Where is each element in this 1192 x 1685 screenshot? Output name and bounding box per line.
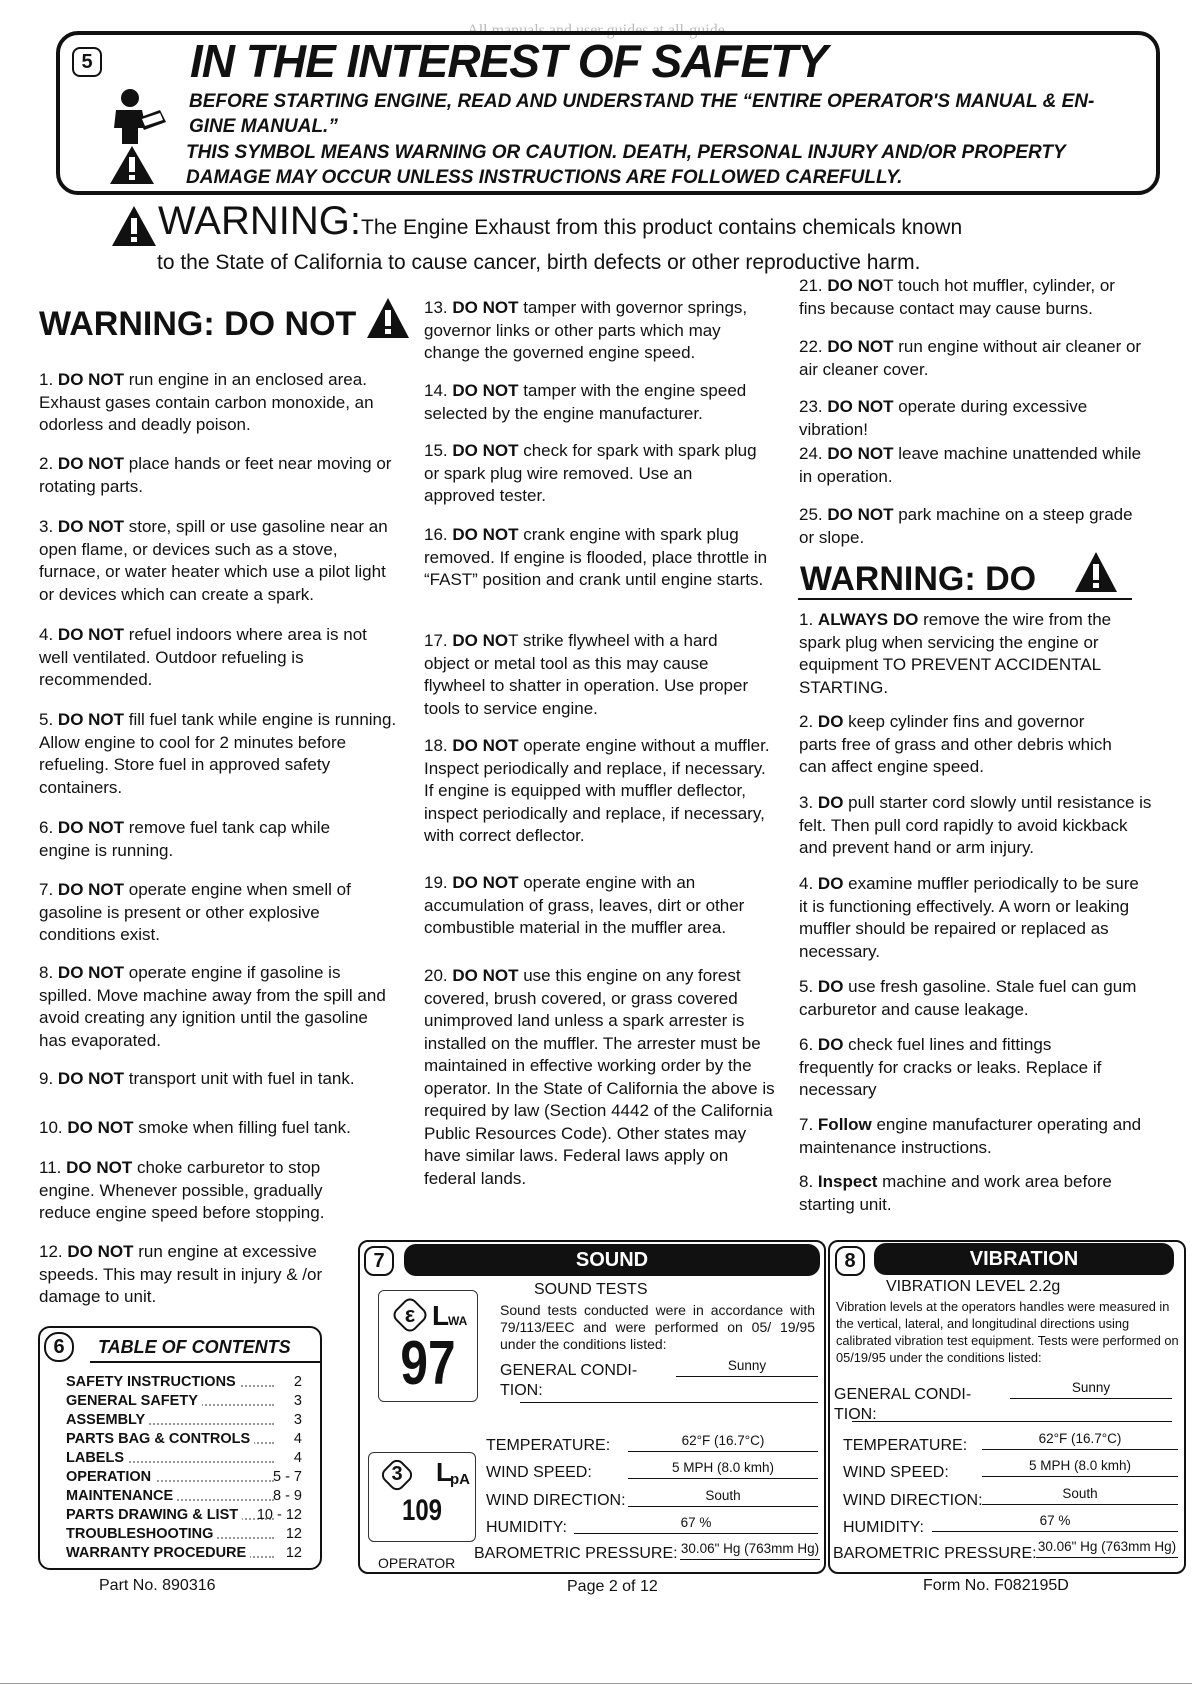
do-not-item: 22. DO NOT run engine without air cleaner or air cleaner cover. (799, 337, 1142, 379)
toc-entry[interactable]: SAFETY INSTRUCTIONS 2 (66, 1374, 302, 1390)
do-not-item: 9. DO NOT transport unit with fuel in tank. (39, 1069, 355, 1088)
sound-humidity-label: HUMIDITY: (486, 1519, 567, 1536)
vibration-temperature-value: 62°F (16.7°C) (982, 1431, 1178, 1450)
do-not-item: 12. DO NOT run engine at excessive speeds. This may result in injury & /or damage to unit. (39, 1242, 323, 1306)
section-number-7: 7 (364, 1246, 394, 1276)
do-not-item: 8. DO NOT operate engine if gasoline is spilled. Move machine away from the spill and avoid creating any ignition until the gasoline has evaporated. (39, 963, 386, 1050)
lwa-sub: WA (448, 1314, 468, 1328)
sound-subtitle: SOUND TESTS (534, 1281, 648, 1298)
sound-wind-direction-label: WIND DIRECTION: (486, 1492, 626, 1509)
vibration-general-value: Sunny (1010, 1380, 1172, 1399)
do-item: 4. DO examine muffler periodically to be sure it is functioning effectively. A worn or leaking muffler should be repaired or replaced as necessary. (799, 874, 1139, 961)
do-not-item: 14. DO NOT tamper with the engine speed selected by the engine manufacturer. (424, 381, 747, 423)
vibration-humidity-label: HUMIDITY: (843, 1519, 924, 1536)
vibration-general-label-2: TION: (834, 1406, 877, 1423)
sound-humidity-value: 67 % (574, 1515, 818, 1534)
sound-temperature-value: 62°F (16.7°C) (628, 1433, 818, 1452)
sound-general-line (520, 1402, 818, 1403)
vibration-general-line (852, 1421, 1172, 1422)
vibration-description: Vibration levels at the operators handles were measured in the vertical, lateral, and longitudinal directions using calibrated vibration test equipment. Tests were performed on 05/19/95 under the conditions listed: (836, 1299, 1179, 1365)
vibration-humidity-value: 67 % (932, 1513, 1178, 1532)
header-line-1: BEFORE STARTING ENGINE, READ AND UNDERSTAND THE “ENTIRE OPERATOR'S MANUAL & EN- (189, 91, 1095, 112)
toc-entry[interactable]: LABELS 4 (66, 1450, 302, 1466)
sound-general-label-2: TION: (500, 1382, 543, 1399)
toc-entry[interactable]: GENERAL SAFETY 3 (66, 1393, 302, 1409)
do-heading: WARNING: DO (800, 560, 1037, 598)
sound-wind-speed-value: 5 MPH (8.0 kmh) (628, 1460, 818, 1479)
sound-wind-direction-value: South (628, 1488, 818, 1507)
vibration-wind-direction-value: South (982, 1486, 1178, 1505)
do-item: 6. DO check fuel lines and fittings frequently for cracks or leaks. Replace if necessary (799, 1035, 1102, 1099)
do-item: 7. Follow engine manufacturer operating and maintenance instructions. (799, 1115, 1142, 1157)
page-title: IN THE INTEREST OF SAFETY (190, 35, 827, 87)
read-manual-icon (108, 88, 168, 146)
do-not-item: 24. DO NOT leave machine unattended while in operation. (799, 444, 1142, 486)
warning-triangle-icon (1073, 550, 1119, 594)
california-warning-text-1: The Engine Exhaust from this product contains chemicals known (361, 216, 963, 239)
toc-entry[interactable]: OPERATION 5 - 7 (66, 1469, 302, 1485)
do-not-item: 21. DO NOT touch hot muffler, cylinder, or fins because contact may cause burns. (799, 276, 1115, 318)
do-not-item: 6. DO NOT remove fuel tank cap while engine is running. (39, 818, 331, 860)
sound-title: SOUND (404, 1244, 820, 1276)
do-not-item: 2. DO NOT place hands or feet near moving or rotating parts. (39, 454, 392, 496)
vibration-temperature-label: TEMPERATURE: (843, 1437, 968, 1454)
page-number: Page 2 of 12 (567, 1578, 658, 1595)
do-not-item: 20. DO NOT use this engine on any forest covered, brush covered, or grass covered unimproved land unless a spark arrester is installed on the muffler. The arrester must be maintained in effective working order by the operator. In the State of California the above is required by law (Section 4442 of the California Public Resources Code). Other states may have similar laws. Federal laws apply on federal lands. (424, 966, 775, 1188)
section-number-8: 8 (835, 1246, 865, 1276)
vibration-wind-direction-label: WIND DIRECTION: (843, 1492, 983, 1509)
lwa-mark: ε (404, 1302, 416, 1327)
lpa-value: 109 (401, 1494, 443, 1527)
do-heading-underline (798, 598, 1132, 600)
section-number-5: 5 (72, 47, 102, 77)
lpa-mark: 3 (391, 1463, 403, 1485)
operator-label: OPERATOR (378, 1555, 456, 1571)
toc-entry[interactable]: WARRANTY PROCEDURE 12 (66, 1545, 302, 1561)
toc-entry[interactable]: MAINTENANCE 8 - 9 (66, 1488, 302, 1504)
vibration-wind-speed-label: WIND SPEED: (843, 1464, 949, 1481)
lwa-unit: L (432, 1300, 450, 1331)
sound-pressure-label: BAROMETRIC PRESSURE: (474, 1545, 678, 1562)
header-line-3: THIS SYMBOL MEANS WARNING OR CAUTION. DEATH, PERSONAL INJURY AND/OR PROPERTY (186, 142, 1066, 163)
do-not-item: 7. DO NOT operate engine when smell of gasoline is present or other explosive conditions exist. (39, 880, 351, 944)
sound-wind-speed-label: WIND SPEED: (486, 1464, 592, 1481)
california-warning-label: WARNING: (158, 199, 361, 243)
do-not-item: 10. DO NOT smoke when filling fuel tank. (39, 1118, 351, 1137)
sound-general-value: Sunny (676, 1358, 818, 1377)
toc-entry[interactable]: ASSEMBLY 3 (66, 1412, 302, 1428)
do-not-item: 3. DO NOT store, spill or use gasoline near an open flame, or devices such as a stove, furnace, or water heater which use a pilot light or devices which can create a spark. (39, 517, 388, 604)
do-not-heading: WARNING: DO NOT (39, 305, 357, 343)
lwa-value: 97 (400, 1329, 456, 1398)
sound-general-label: GENERAL CONDI- (500, 1362, 638, 1379)
do-not-item: 18. DO NOT operate engine without a muffler. Inspect periodically and replace, if necessary. If engine is equipped with muffler deflector, inspect periodically and replace, if necessary, with correct deflector. (424, 736, 770, 845)
form-number: Form No. F082195D (923, 1577, 1069, 1594)
do-item: 1. ALWAYS DO remove the wire from the spark plug when servicing the engine or equipment TO PREVENT ACCIDENTAL STARTING. (799, 610, 1112, 697)
toc-entry[interactable]: PARTS BAG & CONTROLS 4 (66, 1431, 302, 1447)
vibration-general-label: GENERAL CONDI- (834, 1386, 972, 1403)
do-item: 2. DO keep cylinder fins and governor parts free of grass and other debris which can affect engine speed. (799, 712, 1112, 776)
header-line-4: DAMAGE MAY OCCUR UNLESS INSTRUCTIONS ARE FOLLOWED CAREFULLY. (186, 167, 903, 188)
section-number-6: 6 (44, 1332, 74, 1362)
do-item: 5. DO use fresh gasoline. Stale fuel can gum carburetor and cause leakage. (799, 977, 1137, 1019)
toc-title-underline (90, 1361, 320, 1363)
do-not-item: 13. DO NOT tamper with governor springs, governor links or other parts which may change the governed engine speed. (424, 298, 748, 362)
warning-triangle-icon (110, 204, 158, 248)
sound-description: Sound tests conducted were in accordance with 79/113/EEC and were performed on 05/ 19/95 under the conditions listed: (500, 1302, 815, 1352)
page-bottom-rule (0, 1683, 1192, 1684)
do-not-item: 17. DO NOT strike flywheel with a hard object or metal tool as this may cause flywheel to shatter in operation. Use proper tools to service engine. (424, 631, 749, 718)
sound-pressure-value: 30.06" Hg (763mm Hg) (680, 1541, 820, 1560)
header-line-2: GINE MANUAL.” (189, 116, 338, 137)
vibration-title: VIBRATION (874, 1243, 1174, 1275)
do-not-item: 5. DO NOT fill fuel tank while engine is running. Allow engine to cool for 2 minutes before refueling. Store fuel in approved safety containers. (39, 710, 397, 797)
toc-entry[interactable]: PARTS DRAWING & LIST 10 - 12 (66, 1507, 302, 1523)
do-not-item: 19. DO NOT operate engine with an accumulation of grass, leaves, dirt or other combustible material in the muffler area. (424, 873, 745, 937)
do-item: 8. Inspect machine and work area before starting unit. (799, 1172, 1112, 1214)
do-not-item: 4. DO NOT refuel indoors where area is not well ventilated. Outdoor refueling is recommended. (39, 625, 367, 689)
toc-title: TABLE OF CONTENTS (98, 1337, 291, 1357)
do-not-item: 16. DO NOT crank engine with spark plug removed. If engine is flooded, place throttle in “FAST” position and crank until engine starts. (424, 525, 768, 589)
vibration-wind-speed-value: 5 MPH (8.0 kmh) (982, 1458, 1178, 1477)
do-not-item: 15. DO NOT check for spark with spark plug or spark plug wire removed. Use an approved tester. (424, 441, 757, 505)
sound-temperature-label: TEMPERATURE: (486, 1437, 611, 1454)
lpa-unit: L (436, 1457, 452, 1487)
watermark: All manuals and user guides at all-guide (467, 22, 725, 39)
warning-triangle-icon (365, 296, 411, 340)
do-not-item: 25. DO NOT park machine on a steep grade or slope. (799, 505, 1133, 547)
vibration-pressure-value: 30.06" Hg (763mm Hg) (1036, 1539, 1178, 1558)
do-not-item: 23. DO NOT operate during excessive vibration! (799, 397, 1088, 439)
part-number: Part No. 890316 (99, 1577, 216, 1594)
do-not-item: 1. DO NOT run engine in an enclosed area. Exhaust gases contain carbon monoxide, an odorless and deadly poison. (39, 370, 374, 434)
lpa-sub: pA (450, 1471, 470, 1488)
california-warning-text-2: to the State of California to cause cancer, birth defects or other reproductive harm. (157, 251, 921, 274)
toc-entry[interactable]: TROUBLESHOOTING 12 (66, 1526, 302, 1542)
vibration-subtitle: VIBRATION LEVEL 2.2g (886, 1278, 1061, 1295)
vibration-pressure-label: BAROMETRIC PRESSURE: (833, 1545, 1037, 1562)
do-not-item: 11. DO NOT choke carburetor to stop engine. Whenever possible, gradually reduce engine speed before stopping. (39, 1158, 325, 1222)
warning-triangle-icon (108, 144, 156, 186)
do-item: 3. DO pull starter cord slowly until resistance is felt. Then pull cord rapidly to avoid kickback and prevent hand or arm injury. (799, 793, 1152, 857)
